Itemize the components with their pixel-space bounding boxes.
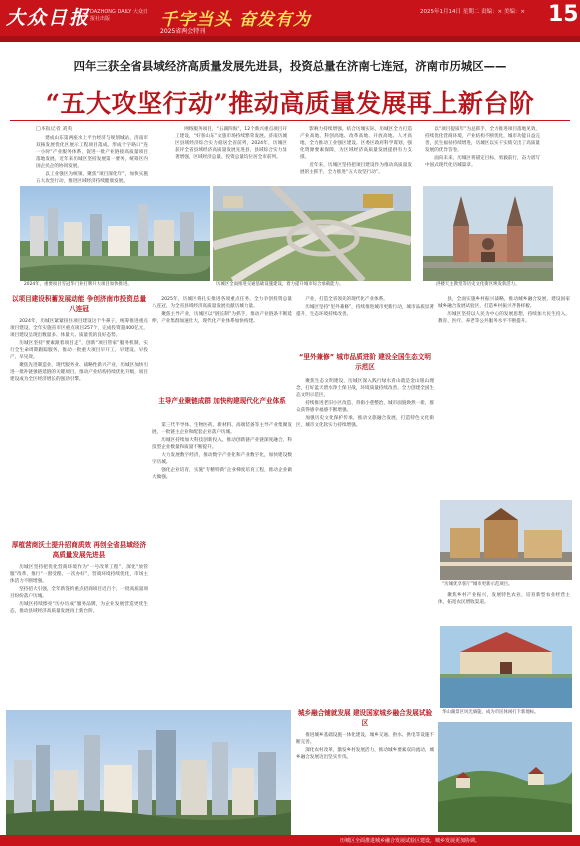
section-heading: 以项目建设积蓄发展动能 争创济南市投资总量八连冠 [11, 295, 147, 313]
body-paragraph: 聚焦先进制造业、现代服务业、战略性新兴产业，历城区加快引进一批补链强链延链的关键项目，推动产业结构持续优化升级，项目建设成为全区经济增长的强劲引擎。 [10, 363, 148, 382]
photo-urban-renewal [440, 500, 572, 580]
body-column-1b [10, 564, 148, 704]
body-column-4b [438, 592, 570, 622]
special-edition-label: 2025省两会特刊 [160, 28, 206, 35]
issue-date: 2025年1月14日 星期二 责编：× 美编：× [420, 9, 525, 15]
body-paragraph: 县，全面实施乡村振兴战略，推动城乡融合发展，建设国家城乡融合发展试验区，打造乡村振兴齐鲁样板。 [438, 297, 570, 309]
body-column-2a [152, 296, 292, 396]
intro-paragraph: 以“项目提质年”为总抓手，全力推进项目落地见效，持续优化营商环境，产业结构不断优化，城市功能日益完善，民生福祉持续增进，历城区以实干实绩交出了高质量发展的优异答卷。 [425, 127, 540, 153]
photo-lake-scenic [440, 626, 572, 708]
photo-cathedral [423, 186, 553, 281]
body-paragraph: 加强历史文化保护传承，推动文旅融合发展，打造特色文化街区，城市文化软实力持续增强。 [296, 416, 434, 428]
section-heading: 主导产业聚链成群 加快构建现代化产业体系 [158, 397, 286, 405]
body-paragraph: 聚焦主导产业，历城区以“链长制”为抓手，推动产业链条不断延伸，产业集群加速壮大，现代化产业体系加快构建。 [152, 312, 292, 324]
body-column-4a [438, 296, 570, 496]
body-paragraph: 深化农村改革，激发乡村发展活力，推动城乡要素双向流动，城乡融合发展迈出坚实步伐。 [296, 748, 434, 760]
body-paragraph: 强化企业培育，实施“专精特新”企业梯度培育工程，推动企业做大做强。 [152, 468, 292, 480]
slogan: 千字当头 奋发有为 [160, 10, 311, 30]
body-paragraph: 历城区坚持把优化营商环境作为“一号改革工程”，深化“放管服”改革，推行“一窗受理、一次办好”，营商环境持续优化，市场主体活力不断增强。 [10, 565, 148, 584]
body-paragraph: 聚焦生态文明建设，历城区深入践行绿水青山就是金山银山理念，打好蓝天碧水净土保卫战，环境质量持续改善，全力创建全国生态文明示范区。 [296, 379, 434, 398]
masthead-stripe [0, 36, 580, 42]
body-paragraph: 持续推进老旧小区改造、背街小巷整治，城市面貌焕然一新，群众获得感幸福感不断增强。 [296, 401, 434, 413]
photo-city-aerial [20, 186, 210, 281]
photo-highway-interchange [213, 186, 411, 281]
body-column-2b [152, 422, 292, 706]
page-number: 15 [548, 2, 579, 27]
body-paragraph: 历城区持续加大科技创新投入，推动创新链产业链深度融合，科技型企业数量和质量不断提升。 [152, 438, 292, 450]
intro-paragraph: 以工业强区为统领，聚焦“项目深化年”，加快实施五大攻坚行动，推进区域经济持续健康发展。 [36, 172, 148, 184]
photo-caption: “历城优享客厅”城市更新示范项目。 [442, 582, 513, 587]
intro-paragraph: 面向未来，历城区将锚定目标、勇毅前行，奋力谱写中国式现代化历城篇章。 [425, 156, 540, 168]
photo-caption: 2024年，重要项目雪冠华门业打牌开大项目加快推进。 [24, 282, 132, 287]
footer-caption: 历城区全面推进城乡融合发展试验区建设，城乡发展更加协调。 [340, 838, 481, 844]
body-paragraph: 历城区坚持以人民为中心的发展思想，持续加大民生投入，教育、医疗、养老等公共服务水平不断提升。 [438, 312, 570, 324]
newspaper-logo: 大众日报 [6, 7, 91, 29]
body-paragraph: 第三代半导体、生物医药、新材料、高端装备等主导产业集聚发展，一批链主企业和配套企业落户历城。 [152, 423, 292, 435]
body-paragraph: 历城区坚持“要素跟着项目走”，创新“项目管家”服务机制，实行全生命周期跟踪服务，推动一批重大项目早开工、早建设、早投产、早见效。 [10, 341, 148, 360]
intro-paragraph: 近年来，历城区坚持把项目建设作为推动高质量发展的主抓手，全力推进“五大攻坚行动”。 [300, 163, 412, 175]
photo-caption: 洪楼天主教堂等历史文化街区焕发新活力。 [436, 282, 520, 287]
kicker-headline: 四年三获全省县域经济高质量发展先进县，投资总量在济南七连冠，济南市历城区—— [73, 59, 507, 73]
footer-strip [0, 835, 580, 846]
body-paragraph: 2025年，历城区将扎实推进各项重点任务，全力争创投资总量八连冠，为全省县域经济高质量发展贡献历城力量。 [152, 297, 292, 309]
body-paragraph: 坚持招大引强，全年新签约重点招商项目近百个，一批高质量项目纷纷落户历城。 [10, 587, 148, 599]
body-paragraph: 大力发展数字经济，推动数字产业化和产业数字化，加快建设数字历城。 [152, 453, 292, 465]
main-headline: “五大攻坚行动”推动高质量发展再上新台阶 [45, 89, 535, 118]
section-heading: “里外兼修” 城市品质进阶 建设全国生态文明示范区 [299, 353, 431, 371]
photo-countryside [438, 722, 572, 832]
intro-paragraph: 影响力持续增强。结合历城实际，历城区全力打造产业高地、科创高地、改革高地、开放高地、人才高地，全力推动工业强区建设。区委区政府科学谋划，强化资源要素保障，为区域经济高质量发展提供有力支撑。 [300, 127, 412, 160]
body-column-3b [296, 378, 434, 708]
photo-caption: 历城区全面推进交通基础设施建设，着力提升城市综合承载能力。 [216, 282, 344, 287]
photo-skyline [6, 710, 291, 835]
body-paragraph: 产业，打造全省领先的现代化产业体系。 [305, 297, 388, 302]
headline-rule [10, 120, 570, 121]
body-paragraph: 2024年，历城区紧紧扭住项目建设这个牛鼻子，统筹推进重点项目建设，全年实施省市区重点项目257个，完成投资超400亿元，项目建设呈现出数量多、体量大、质量优的良好态势。 [10, 319, 148, 338]
body-paragraph: 历城区持续擦亮“历办历成”服务品牌，为企业发展营造更优生态，推动县域经济高质量发展再上新台阶。 [10, 602, 148, 614]
body-paragraph: 推进城乡基础设施一体化建设，城乡交通、供水、供电等设施不断完善。 [296, 733, 434, 745]
body-paragraph: 历城区坚持“里外兼修”，持续推进城市更新行动，城市品质显著提升，生态环境持续改善。 [296, 305, 434, 317]
body-column-3c [296, 732, 434, 832]
section-heading: 厚植营商沃土提升招商质效 再创全省县域经济高质量发展先进县 [11, 541, 147, 559]
slogan-box [160, 4, 420, 35]
masthead [0, 0, 580, 42]
section-heading: 城乡融合铺就发展 建设国家城乡融合发展试验区 [297, 709, 433, 727]
photo-caption: 华山湖景区风光旖旎，成为市民休闲打卡新地标。 [442, 710, 539, 715]
body-column-3a [296, 296, 434, 346]
body-column-1a [10, 318, 148, 538]
intro-paragraph: 建成山东第两座水上平台经济与规划城站，济南市双核发展优化区展示工程项目落成。形成十字路口“连一小时”产业服务体系，促进一批产业链接高质量项目落地发展。近年来历城区坚持发展第一要务，统筹区内国企民企的协同发展。 [36, 136, 148, 169]
byline: □本报记者 刘英 [36, 126, 73, 132]
body-paragraph: 聚焦乡村产业振兴，发展特色农业，培育新型农业经营主体，拓宽农民增收渠道。 [438, 593, 570, 605]
intro-paragraph: 网络服务项目，“五湖四海”，12个新兴重点项目开工建设，“好客山东”文旅市场持续繁荣发展。济南历城区县域经济综合实力稳居全省前列，2024年，历城区获评全省县域经济高质量发展先进县，县域综合实力显著增强，区域经济总量、投资总量均位居全市前列。 [175, 127, 287, 160]
newspaper-logo-subtitle: DAZHONG DAILY 大众日报社出版 [90, 9, 148, 22]
